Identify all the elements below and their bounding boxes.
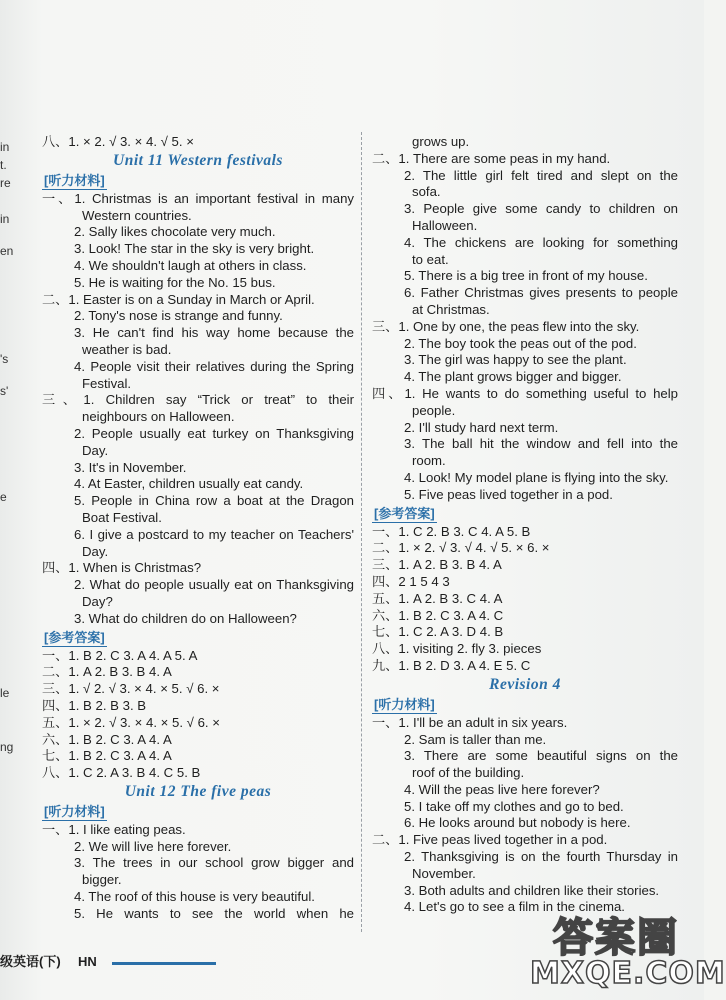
text-line: Boat Festival. bbox=[82, 509, 162, 525]
text-line: 5. There is a big tree in front of my house. bbox=[404, 268, 648, 284]
section-header-row bbox=[42, 802, 354, 822]
text-line: 2. People usually eat turkey on Thanksgiving bbox=[74, 425, 354, 441]
text-line: Day? bbox=[82, 593, 113, 609]
question-group-line: 一、1. B 2. C 3. A 4. A 5. A bbox=[42, 647, 198, 663]
text-line: 2. Thanksgiving is on the fourth Thursday in bbox=[404, 849, 678, 865]
text-line: 2. I'll study hard next term. bbox=[404, 419, 559, 435]
text-line: 4. Will the peas live here forever? bbox=[404, 781, 600, 797]
footer-label: 级英语(下) bbox=[0, 954, 61, 969]
text-line: 5. People in China row a boat at the Dragon bbox=[74, 493, 354, 509]
edge-fragment: in bbox=[0, 212, 10, 226]
question-group-line: 六、1. B 2. C 3. A 4. A bbox=[42, 731, 172, 747]
unit-title: Unit 12 The five peas bbox=[124, 782, 272, 800]
text-line: 3. What do children do on Halloween? bbox=[74, 610, 297, 626]
text-line: 3. He can't find his way home because the bbox=[74, 325, 354, 341]
unit-title: Unit 11 Western festivals bbox=[113, 151, 283, 169]
question-group-line: 三、1. One by one, the peas flew into the sky. bbox=[372, 318, 640, 334]
edge-fragment: e bbox=[0, 490, 7, 504]
edge-fragment: in bbox=[0, 140, 10, 154]
section-header-row bbox=[42, 171, 354, 191]
section-header: [听力材料] bbox=[44, 803, 105, 819]
text-line: roof of the building. bbox=[412, 765, 525, 781]
question-group-line: 三、1. √ 2. √ 3. × 4. × 5. √ 6. × bbox=[42, 681, 220, 697]
question-group-line: 三、1. A 2. B 3. B 4. A bbox=[372, 557, 502, 573]
edge-fragment: t. bbox=[0, 158, 7, 172]
question-group-line: 四、1. B 2. B 3. B bbox=[42, 697, 147, 713]
text-line: 4. Let's go to see a film in the cinema. bbox=[404, 899, 625, 915]
text-line: Western countries. bbox=[82, 207, 192, 223]
question-group-line: 八、1. × 2. √ 3. × 4. √ 5. × bbox=[42, 134, 194, 149]
question-group-line: 四、1. He wants to do something useful to help bbox=[372, 385, 678, 401]
text-line: November. bbox=[412, 865, 476, 881]
edge-fragment: en bbox=[0, 244, 14, 258]
edge-fragment: ng bbox=[0, 740, 14, 754]
text-line: grows up. bbox=[412, 134, 470, 149]
text-line: 4. People visit their relatives during the Spring bbox=[74, 358, 354, 374]
text-line: 3. It's in November. bbox=[74, 459, 187, 475]
text-line: neighbours on Halloween. bbox=[82, 409, 235, 425]
right-column bbox=[372, 134, 678, 916]
watermark-url: MXQE.COM bbox=[530, 956, 726, 991]
text-line: Halloween. bbox=[412, 217, 478, 233]
question-group-line: 四、2 1 5 4 3 bbox=[372, 573, 450, 589]
section-header: [听力材料] bbox=[44, 172, 105, 188]
text-line: 2. Sally likes chocolate very much. bbox=[74, 224, 276, 240]
text-line: Day. bbox=[82, 442, 109, 458]
question-group-line: 一、1. I'll be an adult in six years. bbox=[372, 714, 568, 730]
question-group-line: 六、1. B 2. C 3. A 4. C bbox=[372, 607, 504, 623]
text-line: bigger. bbox=[82, 872, 122, 888]
section-header-row bbox=[372, 695, 678, 715]
text-line: 4. Look! My model plane is flying into the sky. bbox=[404, 469, 669, 485]
text-line: 2. We will live here forever. bbox=[74, 838, 232, 854]
text-line: 5. Five peas lived together in a pod. bbox=[404, 486, 613, 502]
question-group-line: 三、1. Children say “Trick or treat” to their bbox=[42, 392, 354, 408]
text-line: 4. We shouldn't laugh at others in class. bbox=[74, 257, 307, 273]
question-group-line: 二、1. A 2. B 3. B 4. A bbox=[42, 664, 172, 680]
text-line: 4. The plant grows bigger and bigger. bbox=[404, 369, 622, 385]
question-group-line: 四、1. When is Christmas? bbox=[42, 560, 202, 576]
previous-page-edge bbox=[0, 130, 16, 770]
section-header-row bbox=[42, 628, 354, 648]
text-line: Day. bbox=[82, 543, 109, 559]
section-header: [参考答案] bbox=[374, 505, 435, 521]
edge-fragment: re bbox=[0, 176, 11, 190]
watermark-text: 答案圈 bbox=[553, 915, 679, 961]
edge-fragment: le bbox=[0, 686, 10, 700]
left-column bbox=[42, 134, 354, 923]
question-group-line: 五、1. × 2. √ 3. × 4. × 5. √ 6. × bbox=[42, 714, 220, 730]
text-line: 2. The boy took the peas out of the pod. bbox=[404, 335, 637, 351]
text-line: 3. People give some candy to children on bbox=[404, 201, 678, 217]
text-line: 5. I take off my clothes and go to bed. bbox=[404, 798, 624, 814]
text-line: 3. The girl was happy to see the plant. bbox=[404, 352, 627, 368]
text-line: 5. He is waiting for the No. 15 bus. bbox=[74, 274, 276, 290]
question-group-line: 八、1. visiting 2. fly 3. pieces bbox=[372, 641, 542, 657]
text-line: room. bbox=[412, 453, 446, 469]
text-line: to eat. bbox=[412, 251, 449, 267]
footer-code: HN bbox=[78, 954, 97, 969]
text-line: 3. Both adults and children like their stories. bbox=[404, 882, 660, 898]
unit-title: Revision 4 bbox=[489, 675, 561, 693]
question-group-line: 七、1. C 2. A 3. D 4. B bbox=[372, 624, 504, 640]
question-group-line: 二、1. Five peas lived together in a pod. bbox=[372, 832, 608, 848]
watermark bbox=[530, 900, 726, 996]
text-line: Festival. bbox=[82, 375, 132, 391]
text-line: 6. I give a postcard to my teacher on Teachers' bbox=[74, 526, 354, 542]
question-group-line: 二、1. × 2. √ 3. √ 4. √ 5. × 6. × bbox=[372, 540, 550, 556]
text-line: 6. He looks around but nobody is here. bbox=[404, 815, 631, 831]
question-group-line: 一、1. C 2. B 3. C 4. A 5. B bbox=[372, 523, 531, 539]
text-line: 3. There are some beautiful signs on the bbox=[404, 748, 678, 764]
edge-fragment: s' bbox=[0, 384, 9, 398]
section-header: [参考答案] bbox=[44, 629, 105, 645]
text-line: 2. Tony's nose is strange and funny. bbox=[74, 308, 283, 324]
text-line: 2. Sam is taller than me. bbox=[404, 731, 547, 747]
text-line: sofa. bbox=[412, 184, 441, 200]
text-line: weather is bad. bbox=[82, 341, 172, 357]
edge-fragment: 's bbox=[0, 352, 9, 366]
question-group-line: 一、1. Christmas is an important festival in many bbox=[42, 190, 354, 206]
question-group-line: 二、1. Easter is on a Sunday in March or April. bbox=[42, 291, 315, 307]
text-line: 4. The roof of this house is very beautiful. bbox=[74, 889, 315, 905]
question-group-line: 一、1. I like eating peas. bbox=[42, 821, 186, 837]
text-line: at Christmas. bbox=[412, 301, 490, 317]
section-header: [听力材料] bbox=[374, 696, 435, 712]
text-line: 4. At Easter, children usually eat candy. bbox=[74, 476, 304, 492]
text-line: people. bbox=[412, 402, 456, 418]
question-group-line: 五、1. A 2. B 3. C 4. A bbox=[372, 590, 503, 606]
footer-bar bbox=[112, 962, 216, 965]
text-line: 3. Look! The star in the sky is very bright. bbox=[74, 241, 315, 257]
text-line: 2. What do people usually eat on Thanksgiving bbox=[74, 577, 354, 593]
question-group-line: 七、1. B 2. C 3. A 4. A bbox=[42, 748, 172, 764]
question-group-line: 九、1. B 2. D 3. A 4. E 5. C bbox=[372, 657, 531, 673]
text-line: 6. Father Christmas gives presents to people bbox=[404, 285, 678, 301]
text-line: 5. He wants to see the world when he bbox=[74, 905, 354, 921]
question-group-line: 二、1. There are some peas in my hand. bbox=[372, 150, 611, 166]
column-divider bbox=[361, 132, 363, 932]
text-line: 4. The chickens are looking for something bbox=[404, 234, 678, 250]
text-line: 2. The little girl felt tired and slept on the bbox=[404, 167, 678, 183]
question-group-line: 八、1. C 2. A 3. B 4. C 5. B bbox=[42, 765, 201, 781]
section-header-row bbox=[372, 504, 678, 524]
text-line: 3. The trees in our school grow bigger and bbox=[74, 855, 354, 871]
text-line: 3. The ball hit the window and fell into the bbox=[404, 436, 678, 452]
